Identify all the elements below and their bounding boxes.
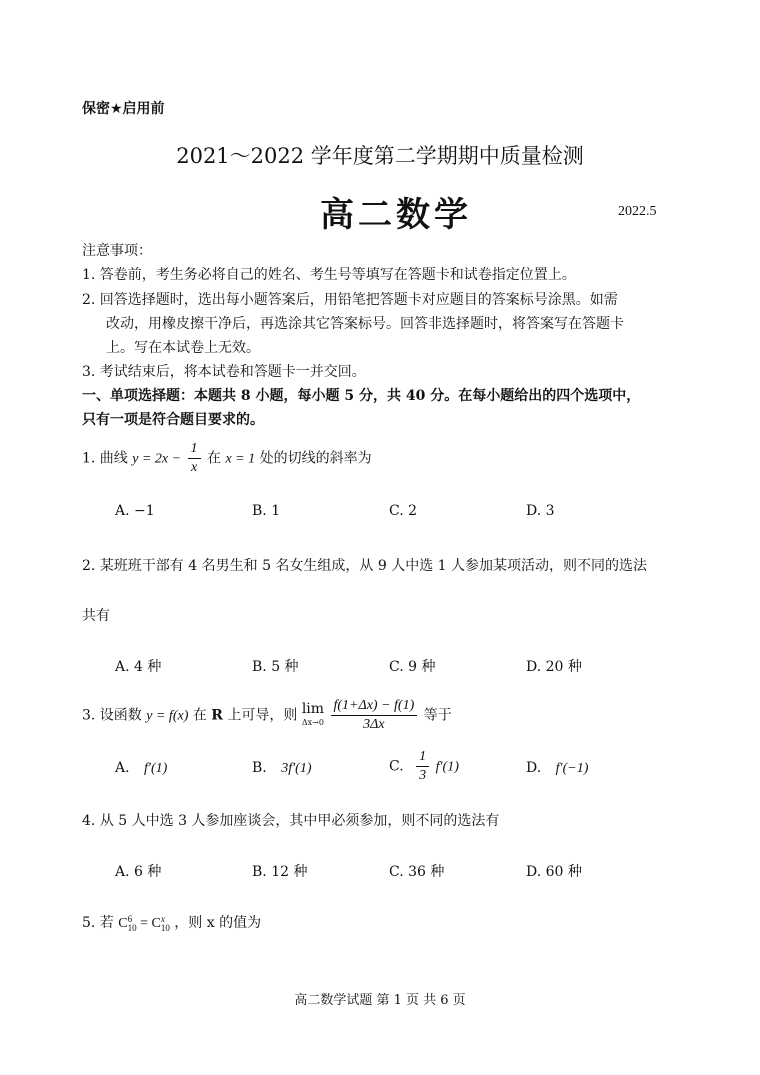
question-text: ，则 x 的值为 <box>174 915 262 931</box>
option-d: D. 20 种 <box>526 659 582 675</box>
question-2: 2. 某班班干部有 4 名男生和 5 名女生组成，从 9 人中选 1 人参加某项活动，则不同的选法 <box>82 558 648 574</box>
superscript: 6 <box>127 913 133 924</box>
option-value: f′(1) <box>435 759 459 775</box>
formula: y = f(x) <box>146 708 189 724</box>
option-label: B. <box>252 760 267 776</box>
notes-heading: 注意事项： <box>82 243 152 259</box>
question-1 <box>82 440 372 477</box>
fraction-numerator: f(1+Δx) − f(1) <box>331 697 418 716</box>
formula: x = 1 <box>225 451 256 467</box>
subject-title: 高二数学 <box>320 195 472 235</box>
option-a: A. −1 <box>115 503 155 519</box>
subscript: 10 <box>160 922 170 933</box>
question-text: 在 <box>207 450 221 467</box>
section-heading-cont: 只有一项是符合题目要求的。 <box>82 412 264 428</box>
option-c: C. 2 <box>389 503 418 519</box>
question-3 <box>82 697 452 734</box>
question-5 <box>82 912 261 933</box>
option-a <box>115 760 167 777</box>
limit-subscript: Δx→0 <box>301 717 324 727</box>
combination <box>118 913 170 933</box>
option-d: D. 60 种 <box>526 864 582 880</box>
option-d: D. 3 <box>526 503 555 519</box>
combination-symbol: C <box>118 916 128 931</box>
fraction-numerator: 1 <box>188 440 201 459</box>
confidential-label: 保密★启用前 <box>82 101 165 117</box>
limit-word: lim <box>301 700 325 717</box>
set-symbol: R <box>211 707 223 724</box>
option-label: D. <box>526 760 542 776</box>
fraction-denominator: 3 <box>419 768 427 783</box>
formula: y = 2x − <box>132 451 182 467</box>
question-text: 5. 若 <box>82 915 114 931</box>
equals-combination: = C <box>136 916 161 931</box>
question-text: 在 <box>192 707 207 724</box>
option-d <box>526 760 588 777</box>
option-label: C. <box>389 758 404 775</box>
option-b: B. 5 种 <box>252 659 299 675</box>
option-value: f′(1) <box>144 761 168 776</box>
note-item-3: 3. 考试结束后，将本试卷和答题卡一并交回。 <box>82 364 366 380</box>
exam-date: 2022.5 <box>618 204 657 219</box>
section-heading: 一、单项选择题：本题共 8 小题，每小题 5 分，共 40 分。在每小题给出的四个选项中， <box>82 388 641 404</box>
question-text: 3. 设函数 <box>82 707 142 724</box>
question-4: 4. 从 5 人中选 3 人参加座谈会，其中甲必须参加，则不同的选法有 <box>82 813 500 829</box>
option-a: A. 4 种 <box>115 659 162 675</box>
fraction-denominator: 3Δx <box>363 717 385 732</box>
page-footer: 高二数学试题 第 1 页 共 6 页 <box>294 993 466 1008</box>
option-value: 3f′(1) <box>281 761 312 776</box>
limit <box>302 702 324 730</box>
note-item-1: 1. 答卷前，考生务必将自己的姓名、考生号等填写在答题卡和试卷指定位置上。 <box>82 267 576 283</box>
exam-title: 2021～2022 学年度第二学期期中质量检测 <box>176 144 584 168</box>
fraction <box>188 440 201 477</box>
option-label: A. <box>115 760 130 776</box>
note-item-2-cont2: 上。写在本试卷上无效。 <box>106 340 260 356</box>
option-value: f′(−1) <box>555 761 589 776</box>
note-item-2-cont: 改动，用橡皮擦干净后，再选涂其它答案标号。回答非选择题时，将答案写在答题卡 <box>106 316 624 332</box>
option-b <box>252 760 311 777</box>
fraction-denominator: x <box>190 460 198 475</box>
subscript: 10 <box>127 922 137 933</box>
option-c <box>389 748 459 785</box>
question-text: 上可导，则 <box>227 707 298 724</box>
question-text: 处的切线的斜率为 <box>259 450 372 467</box>
option-a: A. 6 种 <box>115 864 162 880</box>
option-c: C. 9 种 <box>389 659 436 675</box>
option-b: B. 1 <box>252 503 281 519</box>
question-text: 等于 <box>423 707 452 724</box>
question-2-cont: 共有 <box>82 608 110 624</box>
note-item-2: 2. 回答选择题时，选出每小题答案后，用铅笔把答题卡对应题目的答案标号涂黑。如需 <box>82 292 618 308</box>
fraction <box>331 697 418 734</box>
question-text: 1. 曲线 <box>82 450 128 467</box>
superscript: x <box>160 913 165 924</box>
option-b: B. 12 种 <box>252 864 308 880</box>
fraction-numerator: 1 <box>416 748 429 767</box>
fraction <box>416 748 429 785</box>
option-c: C. 36 种 <box>389 864 445 880</box>
